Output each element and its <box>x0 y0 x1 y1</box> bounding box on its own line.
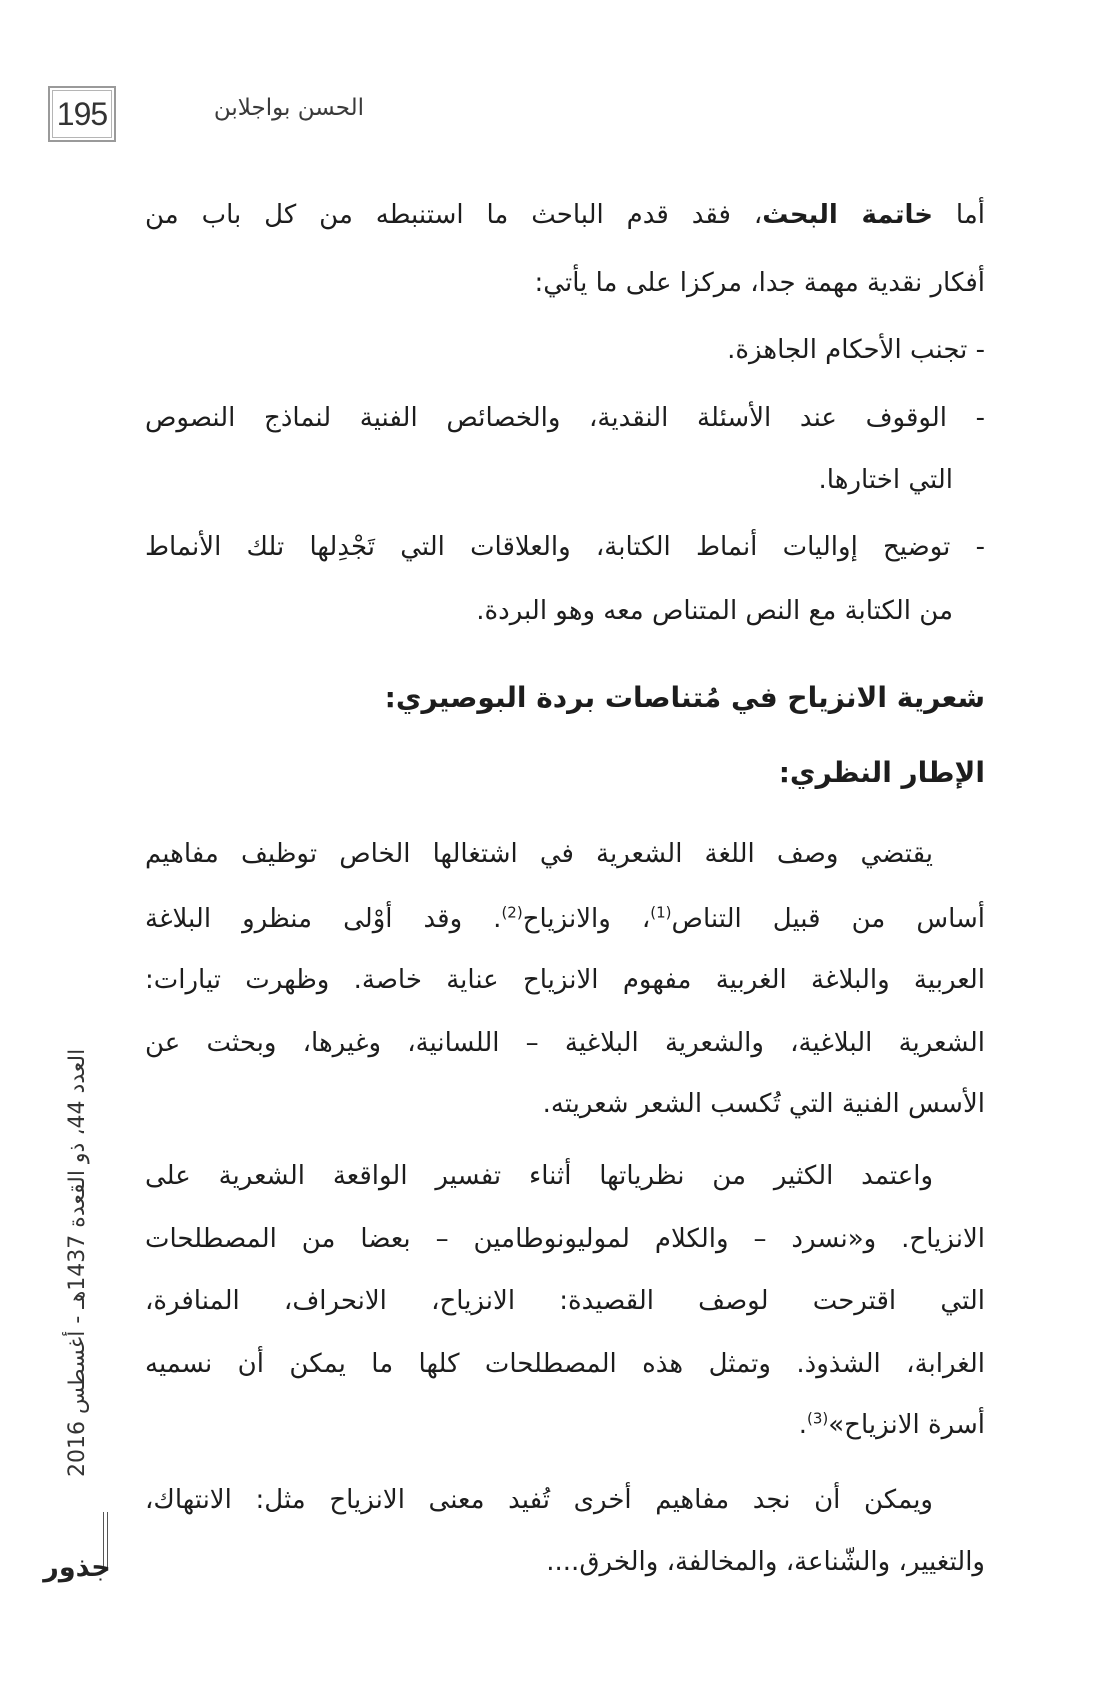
bullet-item: - توضيح إواليات أنماط الكتابة، والعلاقات التي تَجْدِلها تلك الأنماط <box>145 532 985 562</box>
footnote-ref: (1) <box>650 903 672 922</box>
body-line: الشعرية البلاغية، والشعرية البلاغية – اللسانية، وغيرها، وبحثت عن <box>145 1028 985 1058</box>
bullet-item: - تجنب الأحكام الجاهزة. <box>727 335 985 365</box>
text-segment: ، فقد قدم الباحث ما استنبطه من كل باب من <box>145 200 763 230</box>
body-line: العربية والبلاغة الغربية مفهوم الانزياح عناية خاصة. وظهرت تيارات: <box>145 965 985 995</box>
body-line: والتغيير، والشّناعة، والمخالفة، والخرق.... <box>546 1547 985 1577</box>
body-line: أفكار نقدية مهمة جدا، مركزا على ما يأتي: <box>534 268 985 298</box>
bullet-continuation: من الكتابة مع النص المتناص معه وهو البردة. <box>476 596 953 626</box>
body-line: الأسس الفنية التي تُكسب الشعر شعريته. <box>542 1089 985 1119</box>
section-heading: شعرية الانزياح في مُتناصات بردة البوصيري: <box>384 681 985 714</box>
subsection-heading: الإطار النظري: <box>778 756 985 789</box>
body-line: واعتمد الكثير من نظرياتها أثناء تفسير الواقعة الشعرية على <box>145 1161 933 1191</box>
running-head-author: الحسن بواجلابن <box>213 95 364 121</box>
text-segment: ، والانزياح <box>522 904 651 934</box>
text-segment: أساس من قبيل التناص <box>671 904 986 934</box>
bullet-continuation: التي اختارها. <box>818 465 953 495</box>
body-line: الغرابة، الشذوذ. وتمثل هذه المصطلحات كلها ما يمكن أن نسميه <box>145 1349 985 1379</box>
bullet-item: - الوقوف عند الأسئلة النقدية، والخصائص الفنية لنماذج النصوص <box>145 403 985 433</box>
body-line <box>145 190 985 240</box>
footnote-ref: (2) <box>501 903 523 922</box>
footnote-ref: (3) <box>807 1409 829 1428</box>
text-segment: . وقد أوْلى منظرو البلاغة <box>145 904 502 934</box>
body-line: الانزياح. و«نسرد – والكلام لموليونوطامين – بعضا من المصطلحات <box>145 1224 985 1254</box>
body-line: ويمكن أن نجد مفاهيم أخرى تُفيد معنى الانزياح مثل: الانتهاك، <box>145 1485 933 1515</box>
body-line: التي اقترحت لوصف القصيدة: الانزياح، الانحراف، المنافرة، <box>145 1286 985 1316</box>
bold-term: خاتمة البحث <box>762 200 934 230</box>
text-segment: . <box>798 1410 807 1440</box>
page-number: 195 <box>48 86 116 142</box>
issue-info: العدد 44، ذو القعدة 1437هـ - أغسطس 2016 <box>65 1048 90 1477</box>
text-segment: أما <box>933 200 985 230</box>
body-line: يقتضي وصف اللغة الشعرية في اشتغالها الخاص توظيف مفاهيم <box>145 839 933 869</box>
body-line <box>145 894 985 944</box>
journal-logo: جذور <box>43 1552 111 1583</box>
text-segment: أسرة الانزياح» <box>828 1410 985 1440</box>
body-line <box>145 1400 985 1450</box>
